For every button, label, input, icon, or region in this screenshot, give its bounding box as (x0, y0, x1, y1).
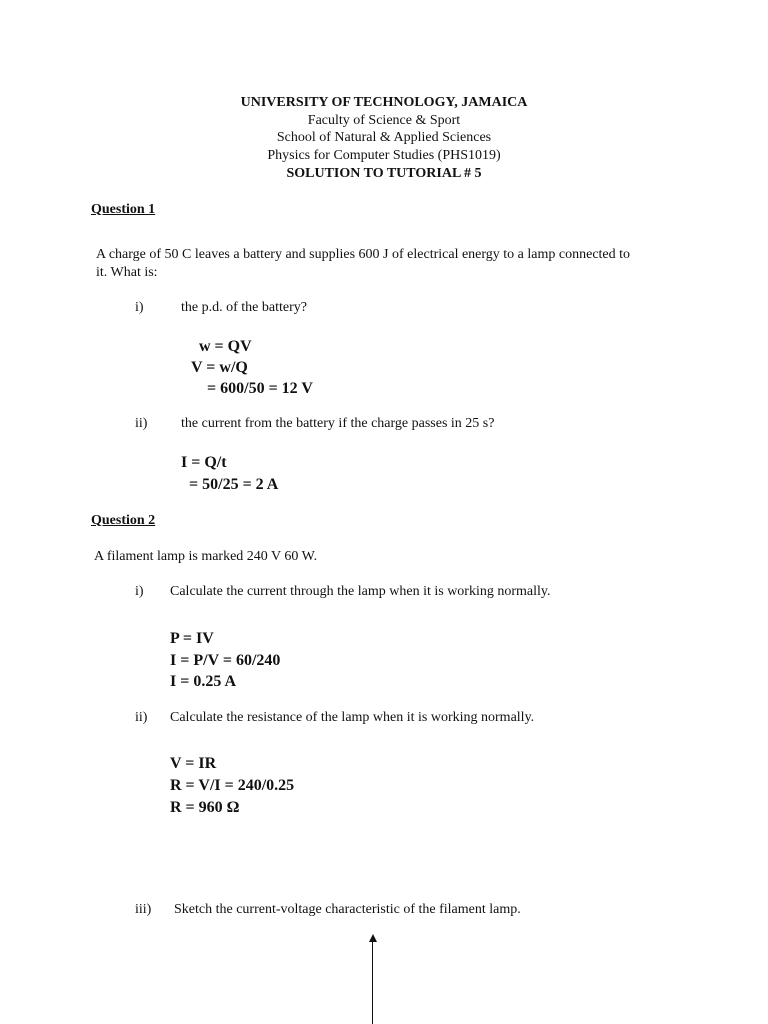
q2-part-iii-text: Sketch the current-voltage characteristic of the filament lamp. (174, 902, 521, 917)
q1-part-i-numeral: i) (135, 300, 144, 315)
q2-part-i-text: Calculate the current through the lamp when it is working normally. (170, 584, 551, 599)
q2-part-iii-numeral: iii) (135, 902, 152, 917)
q1-part-i-equation-3: = 600/50 = 12 V (191, 380, 313, 397)
q2-part-ii-numeral: ii) (135, 710, 148, 725)
q1-part-ii-text: the current from the battery if the charge passes in 25 s? (181, 416, 495, 431)
q2-part-ii-equation-3: R = 960 Ω (170, 799, 240, 816)
course-line: Physics for Computer Studies (PHS1019) (267, 148, 501, 163)
q2-part-i-equation-3: I = 0.25 A (170, 673, 237, 690)
q1-part-ii-equation-1: I = Q/t (181, 454, 227, 471)
faculty-line: Faculty of Science & Sport (307, 113, 461, 128)
y-axis-line (372, 940, 373, 1024)
question-2-heading: Question 2 (91, 513, 156, 528)
q1-part-ii-numeral: ii) (135, 416, 148, 431)
question-1-prompt-line-1: A charge of 50 C leaves a battery and supplies 600 J of electrical energy to a lamp connected to (96, 247, 631, 262)
q2-part-i-numeral: i) (135, 584, 144, 599)
question-1-prompt-line-2: it. What is: (96, 265, 158, 280)
q2-part-i-equation-1: P = IV (170, 630, 214, 647)
university-title: UNIVERSITY OF TECHNOLOGY, JAMAICA (240, 95, 528, 110)
q1-part-i-equation-1: w = QV (191, 338, 252, 355)
q1-part-ii-equation-2: = 50/25 = 2 A (181, 476, 279, 493)
school-line: School of Natural & Applied Sciences (276, 130, 492, 145)
q1-part-i-equation-2: V = w/Q (191, 359, 248, 376)
tutorial-title: SOLUTION TO TUTORIAL # 5 (286, 166, 482, 181)
q1-part-i-text: the p.d. of the battery? (181, 300, 307, 315)
question-1-heading: Question 1 (91, 202, 156, 217)
y-axis-arrowhead-icon (369, 934, 377, 942)
question-2-prompt: A filament lamp is marked 240 V 60 W. (94, 549, 318, 564)
q2-part-ii-equation-1: V = IR (170, 755, 217, 772)
q2-part-i-equation-2: I = P/V = 60/240 (170, 652, 281, 669)
q2-part-ii-text: Calculate the resistance of the lamp when it is working normally. (170, 710, 535, 725)
q2-part-ii-equation-2: R = V/I = 240/0.25 (170, 777, 295, 794)
